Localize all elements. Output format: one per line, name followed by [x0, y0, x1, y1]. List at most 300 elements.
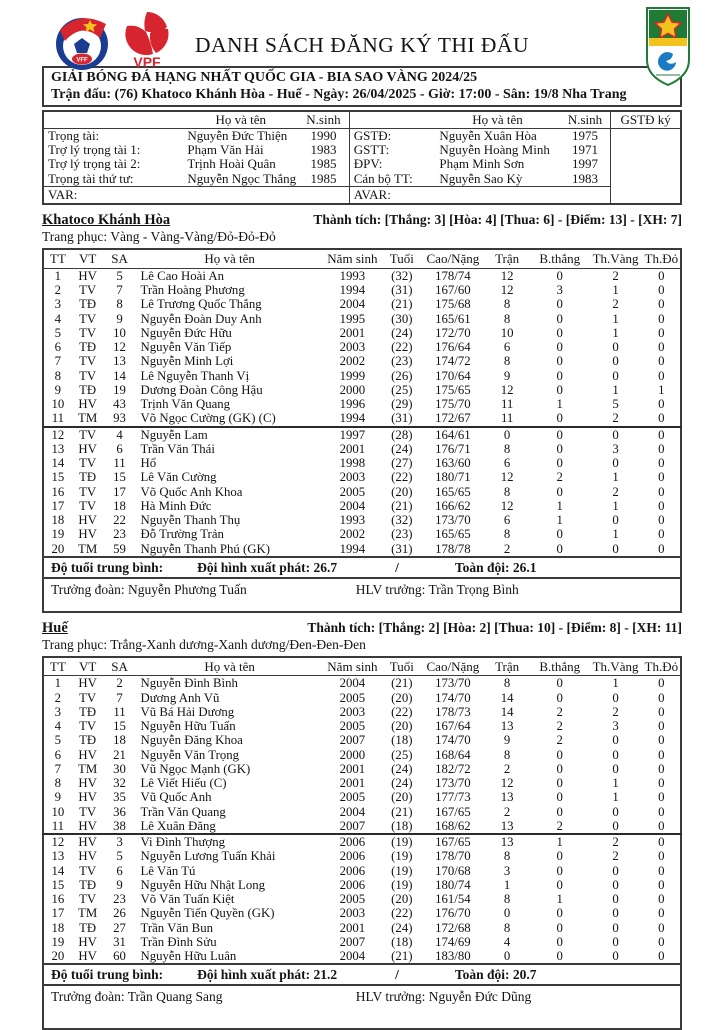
- player-cell: 2006: [339, 863, 366, 878]
- player-cell: 0: [612, 906, 619, 921]
- player-cell: 38: [113, 818, 126, 833]
- roster-header-row: [43, 657, 681, 676]
- player-row: [43, 485, 681, 499]
- player-cell: 170/64: [435, 368, 471, 383]
- player-name-cell: Trần Hoàng Phương: [140, 283, 245, 298]
- player-cell: 2: [556, 719, 563, 734]
- player-cell: 1: [612, 776, 619, 791]
- player-cell: 0: [658, 354, 665, 369]
- avg-age-total: Toàn đội: 20.7: [454, 967, 537, 983]
- player-cell: (31): [391, 283, 413, 298]
- player-cell: 7: [116, 690, 123, 705]
- player-cell: TM: [78, 541, 98, 556]
- player-cell: 0: [658, 920, 665, 935]
- player-row: [43, 354, 681, 368]
- column-header: SA: [104, 657, 136, 676]
- player-cell: 182/72: [435, 761, 471, 776]
- player-cell: (28): [381, 427, 422, 442]
- player-cell: 0: [658, 949, 665, 964]
- player-cell: 8: [503, 297, 511, 312]
- player-cell: 172/70: [435, 325, 471, 340]
- player-cell: 1: [612, 283, 619, 298]
- player-cell: TM: [78, 411, 98, 426]
- player-cell: TV: [79, 311, 97, 326]
- player-cell: 0: [556, 325, 563, 340]
- official-name: Phạm Văn Hải: [187, 143, 264, 158]
- column-header: B.thắng: [531, 249, 588, 268]
- player-cell: 2001: [339, 441, 366, 456]
- player-cell: 2: [612, 484, 619, 499]
- player-cell: HV: [72, 834, 104, 849]
- team2-staff-row: [42, 984, 682, 1030]
- player-name-cell: Lê Nguyễn Thanh Vị: [140, 368, 250, 383]
- player-row: [43, 892, 681, 906]
- player-cell: 172/68: [435, 920, 471, 935]
- player-cell: 9: [116, 877, 123, 892]
- player-cell: 0: [658, 340, 665, 355]
- player-row: [43, 326, 681, 340]
- column-header: VT: [72, 657, 104, 676]
- player-cell: 0: [556, 368, 563, 383]
- column-header: Trận: [483, 249, 531, 268]
- player-cell: 8: [503, 441, 511, 456]
- player-cell: (29): [391, 397, 413, 412]
- player-cell: 11: [500, 411, 514, 426]
- column-header: Năm sinh: [324, 657, 381, 676]
- player-cell: 14: [113, 368, 126, 383]
- column-header: TT: [43, 657, 72, 676]
- player-cell: 0: [556, 849, 563, 864]
- player-cell: 165/61: [435, 311, 471, 326]
- player-cell: 0: [612, 877, 619, 892]
- player-cell: 14: [500, 704, 514, 719]
- player-cell: 2000: [339, 747, 366, 762]
- player-cell: 7: [116, 283, 123, 298]
- player-name-cell: Trần Văn Quang: [140, 804, 226, 819]
- player-cell: (21): [391, 297, 413, 312]
- player-cell: 12: [113, 340, 126, 355]
- player-row: [43, 283, 681, 297]
- player-cell: 0: [556, 747, 563, 762]
- player-cell: (24): [391, 441, 413, 456]
- player-cell: TV: [79, 863, 97, 878]
- player-cell: (20): [391, 484, 413, 499]
- player-cell: 2007: [339, 733, 366, 748]
- player-cell: TĐ: [79, 470, 97, 485]
- player-name-cell: Trần Văn Thái: [140, 441, 215, 456]
- player-cell: 0: [658, 484, 665, 499]
- player-cell: 31: [113, 934, 126, 949]
- player-cell: 2002: [339, 354, 366, 369]
- player-row: [43, 819, 681, 834]
- player-name-cell: Lê Trương Quốc Thắng: [140, 297, 262, 312]
- player-cell: 3: [503, 863, 511, 878]
- player-cell: 0: [612, 368, 619, 383]
- official-role: Trợ lý trọng tài 1:: [48, 143, 141, 158]
- player-cell: 0: [556, 934, 563, 949]
- player-cell: 2004: [339, 676, 366, 691]
- player-cell: 0: [556, 776, 563, 791]
- player-cell: 1994: [339, 283, 366, 298]
- player-cell: (27): [391, 456, 413, 471]
- player-name-cell: Nguyễn Đình Bình: [140, 676, 238, 691]
- player-cell: 12: [500, 382, 514, 397]
- player-cell: 1: [612, 311, 619, 326]
- player-cell: (20): [391, 892, 413, 907]
- svg-text:VFF: VFF: [76, 57, 88, 64]
- player-cell: 2003: [339, 906, 366, 921]
- player-cell: TĐ: [79, 733, 97, 748]
- team1-coach: HLV trưởng: Trần Trọng Bình: [355, 581, 519, 597]
- player-row: [43, 864, 681, 878]
- player-cell: (25): [391, 382, 413, 397]
- officials-name-header: Họ và tên: [183, 111, 298, 129]
- player-cell: 21: [113, 747, 126, 762]
- player-name-cell: Trần Đình Sửu: [140, 934, 217, 949]
- player-name-cell: Lê Xuân Đăng: [140, 818, 216, 833]
- player-cell: 0: [658, 470, 665, 485]
- player-cell: 2005: [339, 790, 366, 805]
- player-row: [43, 762, 681, 776]
- player-cell: (23): [391, 354, 413, 369]
- player-cell: 18: [113, 733, 126, 748]
- avg-age-label: Độ tuổi trung bình:: [51, 967, 164, 983]
- player-row: [43, 456, 681, 470]
- player-cell: 13: [500, 790, 514, 805]
- left-logos: [50, 8, 175, 76]
- player-cell: 173/70: [435, 513, 471, 528]
- player-cell: 27: [113, 920, 126, 935]
- player-name-cell: Võ Ngọc Cường (GK) (C): [140, 411, 276, 426]
- player-cell: 6: [116, 441, 123, 456]
- player-cell: 0: [658, 877, 665, 892]
- player-cell: 183/80: [435, 949, 471, 964]
- player-cell: 0: [658, 541, 665, 556]
- officials-row: [43, 157, 681, 171]
- player-cell: 60: [113, 949, 126, 964]
- player-cell: 172/67: [435, 411, 471, 426]
- column-header: Th.Vàng: [588, 657, 642, 676]
- player-cell: 9: [503, 368, 511, 383]
- player-cell: 5: [54, 733, 62, 748]
- official-year: 1983: [572, 171, 599, 186]
- column-header: Tuổi: [381, 657, 422, 676]
- player-row: [43, 949, 681, 964]
- official-role: Trọng tài thứ tư:: [48, 171, 134, 186]
- officials-birth-header: N.sinh: [298, 111, 349, 129]
- player-cell: 3: [556, 283, 563, 298]
- player-cell: 26: [113, 906, 126, 921]
- player-cell: 0: [658, 733, 665, 748]
- official-role: Trọng tài:: [48, 128, 100, 143]
- player-cell: (21): [391, 676, 413, 691]
- player-cell: HV: [78, 268, 97, 283]
- player-cell: 2004: [339, 498, 366, 513]
- avar-label: AVAR:: [349, 186, 611, 204]
- player-cell: 0: [658, 934, 665, 949]
- player-name-cell: Hổ: [140, 456, 157, 471]
- team1-substitutes: [43, 427, 681, 557]
- player-cell: 0: [556, 863, 563, 878]
- player-cell: (31): [391, 411, 413, 426]
- player-cell: 2001: [339, 325, 366, 340]
- player-cell: 0: [612, 733, 619, 748]
- player-cell: (32): [391, 268, 413, 283]
- player-cell: 4: [54, 311, 62, 326]
- player-cell: 2: [556, 733, 563, 748]
- player-cell: 8: [503, 892, 511, 907]
- official-role: ĐPV:: [349, 157, 435, 171]
- player-cell: 20: [51, 541, 65, 556]
- player-cell: 0: [556, 676, 563, 691]
- player-cell: 32: [113, 776, 126, 791]
- player-cell: 23: [113, 527, 126, 542]
- player-cell: 0: [658, 690, 665, 705]
- player-cell: HV: [78, 818, 97, 833]
- player-cell: 2004: [339, 297, 366, 312]
- player-cell: 2: [556, 704, 563, 719]
- player-cell: 180/74: [435, 877, 471, 892]
- player-cell: 2: [503, 761, 511, 776]
- player-cell: TV: [79, 484, 97, 499]
- player-cell: 180/71: [435, 470, 471, 485]
- player-cell: 0: [658, 297, 665, 312]
- player-cell: TV: [79, 804, 97, 819]
- player-cell: 35: [113, 790, 126, 805]
- team2-header: [42, 620, 682, 637]
- official-name: Nguyễn Xuân Hòa: [439, 128, 537, 143]
- player-cell: 14: [51, 456, 65, 471]
- player-cell: 0: [658, 498, 665, 513]
- tournament-name: GIẢI BÓNG ĐÁ HẠNG NHẤT QUỐC GIA - BIA SAO VÀNG 2024/25: [51, 70, 478, 85]
- player-name-cell: Nguyễn Tiến Quyền (GK): [140, 906, 275, 921]
- player-row: [43, 427, 681, 442]
- player-cell: 2003: [339, 704, 366, 719]
- player-name-cell: Lê Văn Cường: [140, 470, 217, 485]
- player-cell: 10: [500, 325, 514, 340]
- column-header: Họ và tên: [135, 657, 323, 676]
- player-cell: 0: [658, 906, 665, 921]
- player-cell: 2: [116, 676, 123, 691]
- column-header: Th.Đỏ: [643, 657, 681, 676]
- vpf-logo-icon: [119, 8, 175, 76]
- roster-header-row: [43, 249, 681, 268]
- player-cell: 0: [612, 818, 619, 833]
- player-cell: HV: [78, 527, 97, 542]
- player-cell: 1: [612, 325, 619, 340]
- player-cell: 59: [113, 541, 126, 556]
- team1-name: Khatoco Khánh Hòa: [42, 212, 171, 229]
- player-cell: 22: [113, 513, 126, 528]
- player-cell: 1: [612, 470, 619, 485]
- player-cell: 11: [51, 411, 65, 426]
- player-row: [43, 411, 681, 426]
- official-year: 1990: [310, 128, 337, 143]
- player-cell: 1: [54, 676, 62, 691]
- player-cell: 174/70: [435, 733, 471, 748]
- player-cell: 16: [51, 484, 65, 499]
- sign-cell: [611, 129, 681, 205]
- avg-age-starters: Đội hình xuất phát: 21.2: [197, 967, 338, 983]
- player-cell: 9: [54, 382, 62, 397]
- player-cell: HV: [78, 934, 97, 949]
- player-cell: (19): [391, 877, 413, 892]
- team2-manager: Trưởng đoàn: Trần Quang Sang: [51, 989, 223, 1005]
- player-name-cell: Nguyễn Minh Lợi: [140, 354, 234, 369]
- player-cell: 1: [612, 382, 619, 397]
- player-name-cell: Trịnh Văn Quang: [140, 397, 231, 412]
- player-cell: 13: [500, 719, 514, 734]
- player-cell: 2007: [339, 818, 366, 833]
- player-cell: 1: [612, 790, 619, 805]
- player-cell: 12: [500, 498, 514, 513]
- player-cell: 18: [51, 920, 65, 935]
- player-cell: 0: [658, 704, 665, 719]
- column-header: Cao/Nặng: [423, 657, 484, 676]
- player-cell: 0: [588, 427, 642, 442]
- player-cell: TĐ: [79, 382, 97, 397]
- player-cell: 8: [503, 920, 511, 935]
- player-cell: 161/54: [435, 892, 471, 907]
- player-cell: 0: [556, 949, 563, 964]
- player-cell: 167/65: [435, 804, 471, 819]
- player-cell: 8: [116, 297, 123, 312]
- player-cell: HV: [78, 441, 97, 456]
- player-cell: 0: [658, 849, 665, 864]
- player-cell: (31): [391, 541, 413, 556]
- player-cell: 0: [556, 382, 563, 397]
- team1-starters: [43, 268, 681, 426]
- player-cell: TV: [79, 719, 97, 734]
- player-cell: 13: [500, 818, 514, 833]
- player-name-cell: Lê Viết Hiếu (C): [140, 776, 227, 791]
- player-cell: 177/73: [435, 790, 471, 805]
- player-cell: 0: [483, 427, 531, 442]
- team2-coach: HLV trưởng: Nguyễn Đức Dũng: [355, 989, 532, 1005]
- officials-row: [43, 143, 681, 157]
- player-cell: (24): [391, 776, 413, 791]
- player-cell: 36: [113, 804, 126, 819]
- player-row: [43, 527, 681, 541]
- player-cell: 1: [531, 834, 588, 849]
- player-cell: 0: [612, 920, 619, 935]
- player-name-cell: Trần Văn Bun: [140, 920, 214, 935]
- player-cell: 12: [500, 470, 514, 485]
- player-row: [43, 921, 681, 935]
- player-cell: 167/60: [435, 283, 471, 298]
- player-cell: (21): [391, 949, 413, 964]
- player-cell: 10: [113, 325, 126, 340]
- player-cell: 8: [54, 368, 62, 383]
- team1-roster-table: [42, 248, 682, 558]
- player-cell: 19: [51, 934, 65, 949]
- player-cell: 8: [503, 484, 511, 499]
- player-cell: 175/65: [435, 382, 471, 397]
- team1-kit: Trang phục: Vàng - Vàng-Vàng/Đỏ-Đỏ-Đỏ: [42, 229, 276, 245]
- player-name-cell: Dương Đoàn Công Hậu: [140, 382, 263, 397]
- player-cell: (30): [391, 311, 413, 326]
- officials-header-row: [43, 111, 681, 129]
- player-cell: TĐ: [79, 877, 97, 892]
- player-cell: (19): [391, 849, 413, 864]
- player-cell: 15: [113, 719, 126, 734]
- player-cell: HV: [78, 513, 97, 528]
- player-cell: (18): [391, 733, 413, 748]
- player-cell: 0: [612, 934, 619, 949]
- officials-sign-header: GSTĐ ký: [611, 111, 681, 129]
- player-cell: (22): [391, 470, 413, 485]
- player-row: [43, 268, 681, 283]
- player-cell: 8: [503, 676, 511, 691]
- player-cell: 175/68: [435, 297, 471, 312]
- player-cell: 0: [612, 340, 619, 355]
- player-cell: 11: [51, 818, 65, 833]
- player-cell: (23): [391, 527, 413, 542]
- vff-logo-icon: [50, 8, 114, 76]
- player-row: [43, 442, 681, 456]
- player-cell: 174/69: [435, 934, 471, 949]
- player-cell: 0: [612, 804, 619, 819]
- player-cell: 19: [113, 382, 126, 397]
- column-header: Th.Đỏ: [643, 249, 681, 268]
- player-cell: 1997: [324, 427, 381, 442]
- player-cell: 1: [556, 498, 563, 513]
- player-cell: HV: [78, 676, 97, 691]
- player-cell: 15: [113, 470, 126, 485]
- player-cell: 0: [556, 761, 563, 776]
- player-cell: TĐ: [79, 704, 97, 719]
- player-cell: 2001: [339, 776, 366, 791]
- player-cell: 2: [503, 541, 511, 556]
- officials-row: [43, 129, 681, 144]
- player-cell: 0: [658, 863, 665, 878]
- player-cell: 1996: [339, 397, 366, 412]
- player-cell: 0: [612, 949, 619, 964]
- player-cell: 13: [483, 834, 531, 849]
- officials-row: [43, 172, 681, 187]
- player-cell: 2006: [324, 834, 381, 849]
- player-cell: 0: [556, 297, 563, 312]
- player-cell: 178/70: [435, 849, 471, 864]
- player-cell: 16: [51, 892, 65, 907]
- player-cell: 11: [113, 704, 126, 719]
- player-row: [43, 312, 681, 326]
- player-cell: 2004: [339, 949, 366, 964]
- avg-age-label: Độ tuổi trung bình:: [51, 559, 164, 575]
- player-cell: 176/70: [435, 906, 471, 921]
- player-cell: 2: [612, 297, 619, 312]
- player-cell: 0: [556, 906, 563, 921]
- player-cell: 10: [51, 804, 65, 819]
- player-cell: 2: [612, 849, 619, 864]
- player-cell: 13: [51, 441, 65, 456]
- player-cell: 8: [503, 311, 511, 326]
- player-cell: (20): [391, 690, 413, 705]
- player-cell: 2: [612, 411, 619, 426]
- player-cell: 173/70: [435, 776, 471, 791]
- player-cell: 163/60: [435, 456, 471, 471]
- player-row: [43, 470, 681, 484]
- player-cell: 167/64: [435, 719, 471, 734]
- team2-average-age-row: [42, 963, 682, 986]
- player-name-cell: Nguyễn Văn Trọng: [140, 747, 240, 762]
- player-cell: 2: [612, 704, 619, 719]
- player-row: [43, 499, 681, 513]
- official-name: Nguyễn Đức Thiện: [187, 128, 288, 143]
- player-cell: 15: [51, 470, 65, 485]
- player-cell: (22): [391, 704, 413, 719]
- player-name-cell: Võ Quốc Anh Khoa: [140, 484, 243, 499]
